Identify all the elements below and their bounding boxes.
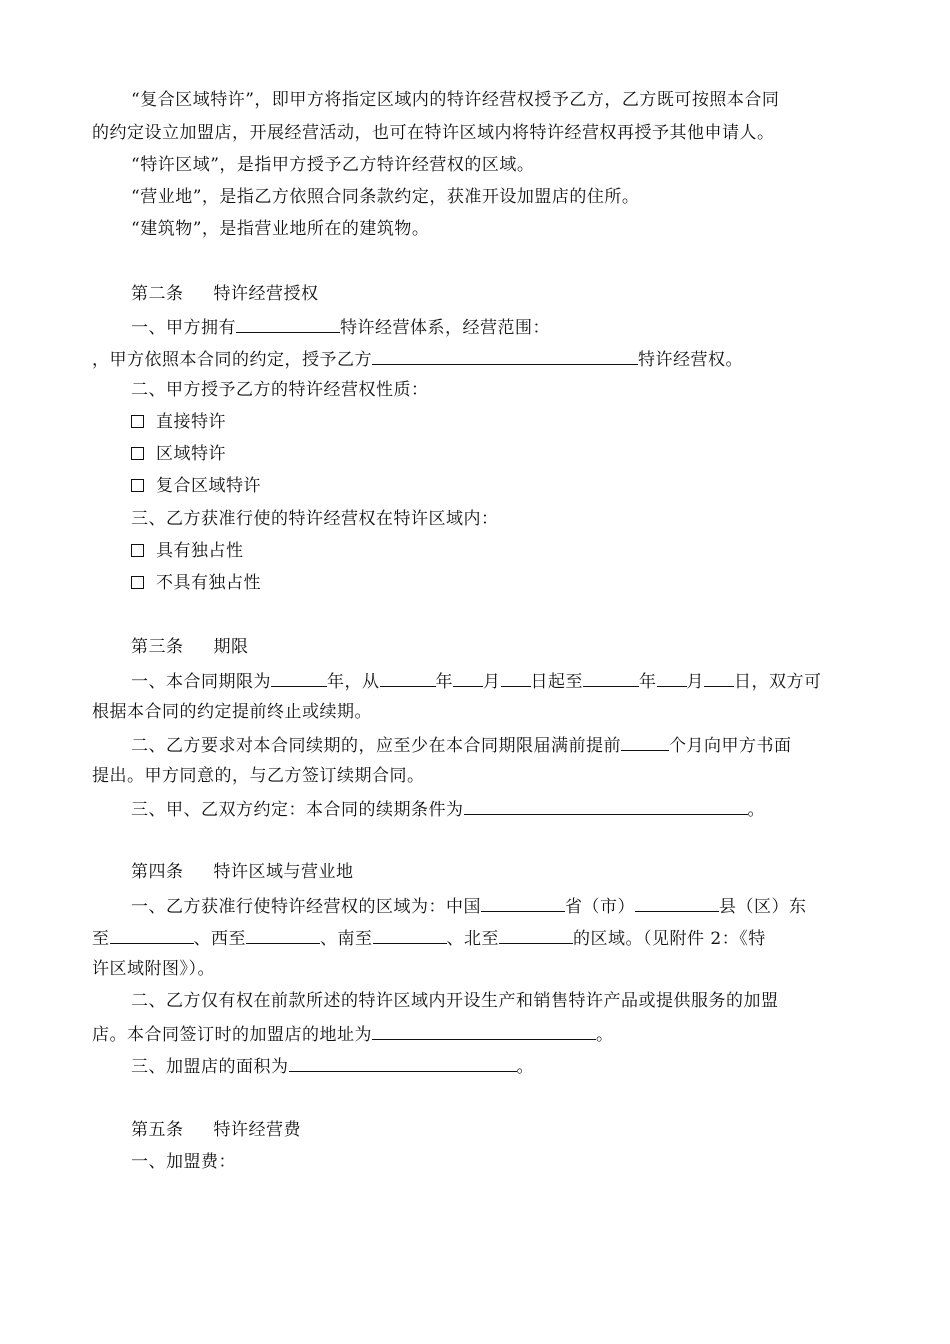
store-area-blank[interactable]	[289, 1054, 517, 1072]
article-3-clause-1-cont: 根据本合同的约定提前终止或续期。	[92, 702, 372, 722]
clause-text: 的区域。（见附件 2：《特	[573, 929, 766, 949]
clause-text: 。	[596, 1025, 614, 1045]
article-5-title: 特许经营费	[213, 1120, 301, 1140]
start-year-blank[interactable]	[380, 669, 436, 687]
article-4-clause-2: 二、乙方仅有权在前款所述的特许区域内开设生产和销售特许产品或提供服务的加盟	[131, 991, 779, 1011]
start-month-blank[interactable]	[453, 669, 483, 687]
article-4-clause-1-cont2: 许区域附图》）。	[92, 959, 215, 979]
option-label: 复合区域特许	[156, 476, 261, 496]
clause-text: 三、加盟店的面积为	[131, 1057, 289, 1077]
end-year-blank[interactable]	[583, 669, 639, 687]
clause-text: 日，双方可	[734, 672, 822, 692]
county-blank[interactable]	[635, 894, 719, 912]
article-4-clause-1-cont	[92, 926, 766, 950]
option-label: 不具有独占性	[156, 573, 261, 593]
clause-text: 二、乙方要求对本合同续期的，应至少在本合同期限届满前提前	[131, 736, 621, 756]
clause-text: 年，从	[327, 672, 380, 692]
end-month-blank[interactable]	[657, 669, 687, 687]
definition-composite-line1: “复合区域特许”，即甲方将指定区域内的特许经营权授予乙方，乙方既可按照本合同	[131, 90, 780, 110]
article-2-title: 特许经营授权	[213, 284, 319, 304]
article-2-clause-1	[131, 315, 550, 339]
checkbox[interactable]	[131, 544, 144, 557]
checkbox[interactable]	[131, 447, 144, 460]
article-3-number: 第三条	[131, 637, 184, 657]
province-blank[interactable]	[481, 894, 565, 912]
west-boundary-blank[interactable]	[246, 926, 320, 944]
option-label: 直接特许	[156, 412, 226, 432]
checkbox[interactable]	[131, 479, 144, 492]
clause-text: ，甲方依照本合同的约定，授予乙方	[92, 350, 372, 370]
clause-text: 年	[639, 672, 657, 692]
clause-text: 、南至	[320, 929, 373, 949]
article-4-title: 特许区域与营业地	[213, 862, 354, 882]
clause-text: 县（区）东	[719, 897, 807, 917]
article-2-heading	[131, 283, 319, 305]
clause-text: 店。本合同签订时的加盟店的地址为	[92, 1025, 372, 1045]
article-3-clause-2-cont: 提出。甲方同意的，与乙方签订续期合同。	[92, 766, 425, 786]
clause-text: 至	[92, 929, 110, 949]
option-label: 具有独占性	[156, 541, 244, 561]
clause-text: 年	[435, 672, 453, 692]
clause-text: 一、甲方拥有	[131, 318, 236, 338]
definition-business-place: “营业地”，是指乙方依照合同条款约定，获准开设加盟店的住所。	[131, 187, 640, 207]
article-5-clause-1: 一、加盟费：	[131, 1152, 236, 1172]
option-direct-franchise[interactable]	[131, 411, 226, 433]
option-non-exclusive[interactable]	[131, 572, 261, 594]
clause-text: 、西至	[193, 929, 246, 949]
clause-text: 省（市）	[565, 897, 635, 917]
clause-text: 。	[516, 1057, 534, 1077]
definition-composite-line2: 的约定设立加盟店，开展经营活动，也可在特许区域内将特许经营权再授予其他申请人。	[92, 123, 775, 143]
checkbox[interactable]	[131, 576, 144, 589]
checkbox[interactable]	[131, 415, 144, 428]
clause-text: 三、甲、乙双方约定：本合同的续期条件为	[131, 800, 464, 820]
clause-text: 日起至	[530, 672, 583, 692]
option-composite-area-franchise[interactable]	[131, 475, 261, 497]
renewal-months-blank[interactable]	[621, 733, 669, 751]
article-2-clause-1-cont	[92, 347, 743, 371]
article-3-clause-3	[131, 797, 765, 821]
article-5-number: 第五条	[131, 1120, 184, 1140]
article-2-number: 第二条	[131, 284, 184, 304]
option-area-franchise[interactable]	[131, 443, 226, 465]
article-5-heading	[131, 1119, 301, 1141]
article-2-clause-3: 三、乙方获准行使的特许经营权在特许区域内：	[131, 509, 499, 529]
clause-text: 一、乙方获准行使特许经营权的区域为：中国	[131, 897, 481, 917]
clause-text: 。	[747, 800, 765, 820]
start-day-blank[interactable]	[501, 669, 531, 687]
article-4-clause-3	[131, 1054, 534, 1078]
article-4-clause-2-cont	[92, 1022, 614, 1046]
south-boundary-blank[interactable]	[373, 926, 447, 944]
article-3-title: 期限	[213, 637, 249, 657]
clause-text: 个月向甲方书面	[669, 736, 792, 756]
option-label: 区域特许	[156, 444, 226, 464]
east-boundary-blank[interactable]	[110, 926, 194, 944]
renewal-conditions-blank[interactable]	[464, 797, 748, 815]
end-day-blank[interactable]	[704, 669, 734, 687]
clause-text: 、北至	[446, 929, 499, 949]
definition-building: “建筑物”，是指营业地所在的建筑物。	[131, 219, 430, 239]
article-3-clause-1	[131, 669, 822, 693]
article-4-clause-1	[131, 894, 807, 918]
article-4-number: 第四条	[131, 862, 184, 882]
clause-text: 一、本合同期限为	[131, 672, 271, 692]
clause-text: 月	[686, 672, 704, 692]
north-boundary-blank[interactable]	[499, 926, 573, 944]
license-name-blank[interactable]	[372, 347, 638, 365]
article-3-heading	[131, 636, 249, 658]
article-3-clause-2	[131, 733, 792, 757]
definition-franchise-area: “特许区域”，是指甲方授予乙方特许经营权的区域。	[131, 155, 535, 175]
store-address-blank[interactable]	[372, 1022, 596, 1040]
clause-text: 月	[483, 672, 501, 692]
article-4-heading	[131, 861, 354, 883]
clause-text: 特许经营体系，经营范围：	[340, 318, 550, 338]
article-2-clause-2: 二、甲方授予乙方的特许经营权性质：	[131, 380, 429, 400]
option-exclusive[interactable]	[131, 540, 244, 562]
clause-text: 特许经营权。	[638, 350, 743, 370]
system-name-blank[interactable]	[236, 315, 340, 333]
term-years-blank[interactable]	[271, 669, 327, 687]
